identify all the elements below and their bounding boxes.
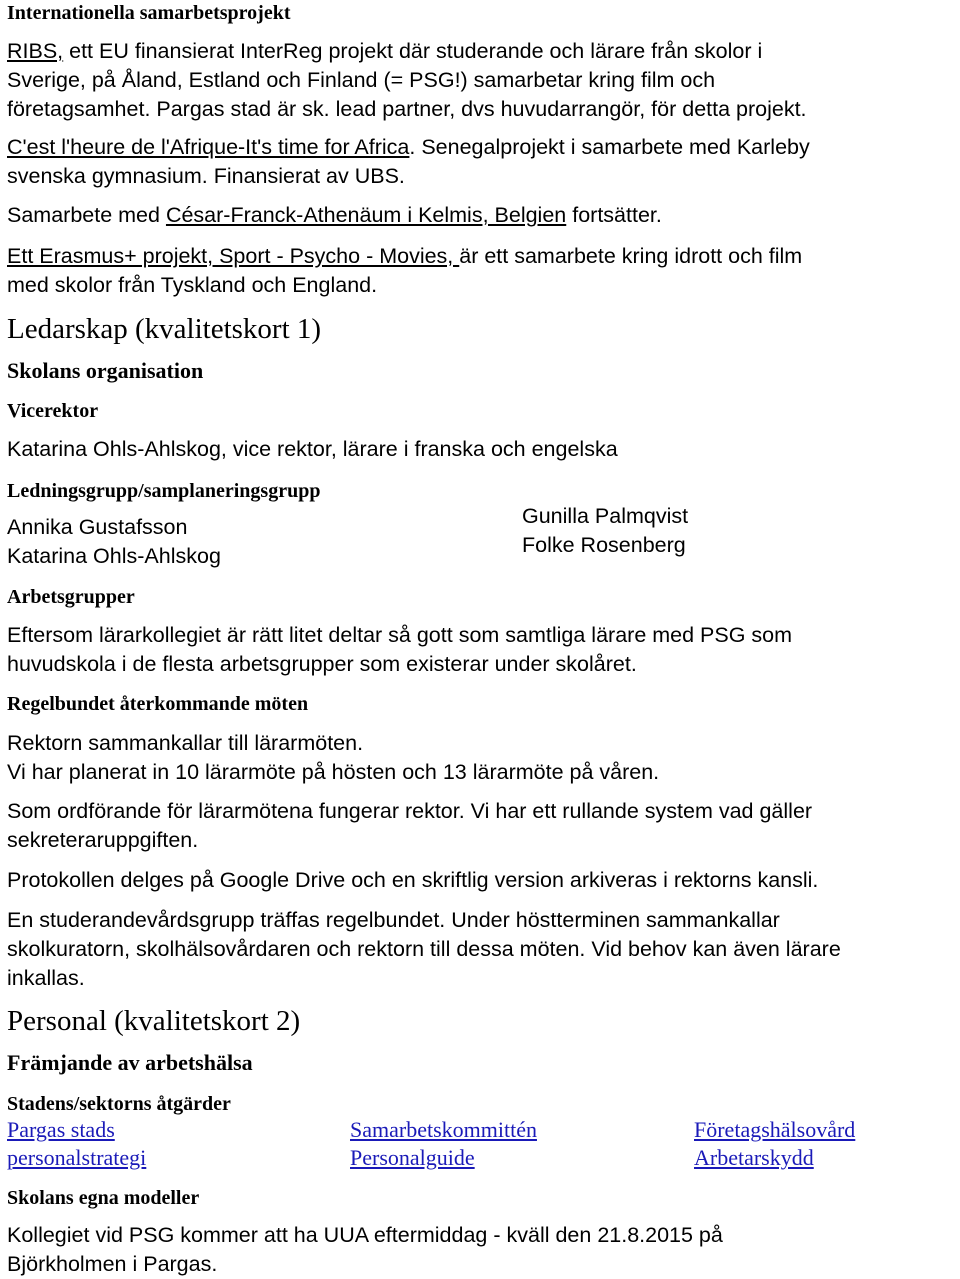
paragraph-line: Eftersom lärarkollegiet är rätt litet deltar så gott som samtliga lärare med PSG som (7, 623, 793, 647)
ribs-link[interactable]: RIBS, (7, 39, 64, 63)
intl-heading: Internationella samarbetsprojekt (7, 2, 291, 24)
organisation-heading: Skolans organisation (7, 358, 204, 383)
paragraph-line: inkallas. (7, 966, 85, 990)
erasmus-text-1: är ett samarbete kring idrott och film (459, 244, 803, 268)
member-name: Folke Rosenberg (522, 533, 686, 557)
paragraph-line: Som ordförande för lärarmötena fungerar rektor. Vi har ett rullande system vad gäller (7, 799, 813, 823)
member-name: Gunilla Palmqvist (522, 504, 689, 528)
erasmus-text-2: med skolor från Tyskland och England. (7, 273, 378, 297)
cesar-paragraph (7, 201, 662, 230)
links-column-2 (350, 1116, 537, 1172)
paragraph-line: sekreteraruppgiften. (7, 828, 199, 852)
paragraph-line: huvudskola i de flesta arbetsgrupper som existerar under skolåret. (7, 652, 637, 676)
link-foretagshalsovard[interactable]: Företagshälsovård (694, 1117, 856, 1142)
cesar-link[interactable]: César-Franck-Athenäum i Kelmis, Belgien (165, 203, 567, 227)
ledningsgrupp-right-list (522, 502, 688, 560)
moten-paragraph-3: Protokollen delges på Google Drive och en skriftlig version arkiveras i rektorns kansli. (7, 868, 819, 892)
ledarskap-heading: Ledarskap (kvalitetskort 1) (7, 313, 322, 345)
member-name: Katarina Ohls-Ahlskog (7, 544, 221, 568)
ribs-text-2: Sverige, på Åland, Estland och Finland (= PSG!) samarbetar kring film och (7, 68, 716, 92)
paragraph-line: skolkuratorn, skolhälsovårdaren och rektorn till dessa möten. Vid behov kan även lärare (7, 937, 841, 961)
moten-paragraph-1 (7, 729, 659, 787)
links-column-1 (7, 1116, 146, 1172)
vicerektor-heading: Vicerektor (7, 400, 99, 422)
ribs-paragraph (7, 37, 807, 124)
africa-paragraph (7, 133, 810, 191)
modeller-heading: Skolans egna modeller (7, 1187, 200, 1209)
cesar-text-post: fortsätter. (566, 203, 662, 227)
personal-heading: Personal (kvalitetskort 2) (7, 1005, 301, 1037)
erasmus-paragraph (7, 242, 802, 300)
paragraph-line: Kollegiet vid PSG kommer att ha UUA eftermiddag - kväll den 21.8.2015 på (7, 1223, 723, 1247)
moten-paragraph-4 (7, 906, 841, 993)
arbetsgrupper-heading: Arbetsgrupper (7, 586, 135, 608)
link-samarbetskommitten[interactable]: Samarbetskommittén (350, 1117, 537, 1142)
moten-paragraph-2 (7, 797, 812, 855)
ledningsgrupp-left-list (7, 513, 221, 571)
ledningsgrupp-heading: Ledningsgrupp/samplaneringsgrupp (7, 480, 321, 502)
link-arbetarskydd[interactable]: Arbetarskydd (694, 1145, 814, 1170)
member-name: Annika Gustafsson (7, 515, 188, 539)
link-personalstrategi[interactable]: personalstrategi (7, 1145, 147, 1170)
arbetsgrupper-paragraph (7, 621, 792, 679)
paragraph-line: En studerandevårdsgrupp träffas regelbundet. Under höstterminen sammankallar (7, 908, 780, 932)
paragraph-line: Rektorn sammankallar till lärarmöten. (7, 731, 364, 755)
cesar-text-pre: Samarbete med (7, 203, 166, 227)
paragraph-line: Björkholmen i Pargas. (7, 1252, 218, 1276)
modeller-paragraph (7, 1221, 723, 1279)
vicerektor-text: Katarina Ohls-Ahlskog, vice rektor, lärare i franska och engelska (7, 437, 618, 461)
link-pargas-stads[interactable]: Pargas stads (7, 1117, 115, 1142)
africa-text-2: svenska gymnasium. Finansierat av UBS. (7, 164, 405, 188)
ribs-text-1: ett EU finansierat InterReg projekt där studerande och lärare från skolor i (63, 39, 763, 63)
link-personalguide[interactable]: Personalguide (350, 1145, 475, 1170)
africa-link[interactable]: C'est l'heure de l'Afrique-It's time for Africa (7, 135, 410, 159)
ribs-text-3: företagsamhet. Pargas stad är sk. lead partner, dvs huvudarrangör, för detta projekt. (7, 97, 807, 121)
atgarder-heading: Stadens/sektorns åtgärder (7, 1093, 231, 1115)
arbetshalsa-heading: Främjande av arbetshälsa (7, 1050, 253, 1075)
moten-heading: Regelbundet återkommande möten (7, 693, 309, 715)
links-column-3 (694, 1116, 855, 1172)
africa-text-1: . Senegalprojekt i samarbete med Karleby (409, 135, 810, 159)
paragraph-line: Vi har planerat in 10 lärarmöte på hösten och 13 lärarmöte på våren. (7, 760, 660, 784)
erasmus-link[interactable]: Ett Erasmus+ projekt, Sport - Psycho - Movies, (7, 244, 460, 268)
